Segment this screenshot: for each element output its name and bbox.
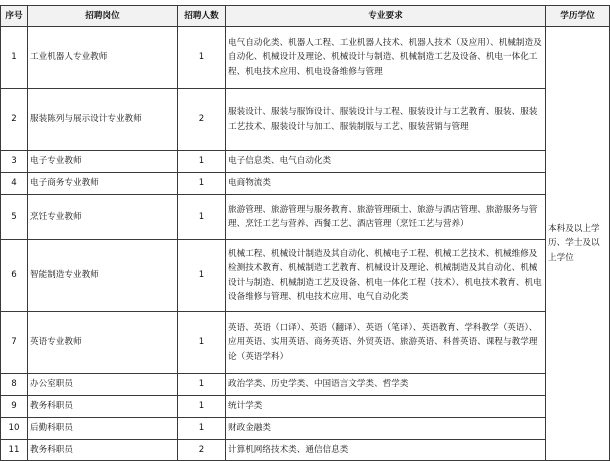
table-row <box>1 418 610 440</box>
row-count: 1 <box>178 151 226 173</box>
row-post: 电子专业教师 <box>28 151 178 173</box>
row-major: 服装设计、服装与服饰设计、服装设计与工程、服装设计与工艺教育、服装、服装工艺技术、服装设计与加工、服装制版与工艺、服装营销与管理 <box>226 89 546 151</box>
row-no: 4 <box>1 173 28 195</box>
row-no: 8 <box>1 374 28 396</box>
row-major: 旅游管理、旅游管理与服务教育、旅游管理硕士、旅游与酒店管理、旅游服务与管理、烹饪工艺与营养、西餐工艺、酒店管理（烹饪工艺与营养） <box>226 195 546 240</box>
row-no: 7 <box>1 312 28 374</box>
row-post: 后勤科职员 <box>28 418 178 440</box>
row-major: 电子信息类、电气自动化类 <box>226 151 546 173</box>
table-row <box>1 312 610 374</box>
row-major: 英语、英语（口译）、英语（翻译）、英语（笔译）、英语教育、学科教学（英语）、应用英语、实用英语、商务英语、外贸英语、旅游英语、科普英语、课程与教学理论（英语学科） <box>226 312 546 374</box>
row-count: 1 <box>178 396 226 418</box>
row-count: 2 <box>178 440 226 461</box>
row-post: 教务科职员 <box>28 440 178 461</box>
row-count: 1 <box>178 418 226 440</box>
header-row <box>1 6 610 27</box>
row-count: 1 <box>178 312 226 374</box>
table-row <box>1 27 610 89</box>
row-major: 电商物流类 <box>226 173 546 195</box>
row-major: 机械工程、机械设计制造及其自动化、机械电子工程、机械工艺技术、机械维修及检测技术教育、机械制造工艺教育、机械设计及理论、机械制造及其自动化、机械设计与制造、机械制造工艺及设备、机电一体化工程（技术）、机电技术教育、机电设备维修与管理、机电技术应用、电气自动化类 <box>226 240 546 312</box>
table-row <box>1 173 610 195</box>
row-major: 计算机网络技术类、通信信息类 <box>226 440 546 461</box>
education-requirement: 本科及以上学历、学士及以上学位 <box>546 27 610 461</box>
row-count: 1 <box>178 240 226 312</box>
row-no: 3 <box>1 151 28 173</box>
row-post: 智能制造专业教师 <box>28 240 178 312</box>
table-row <box>1 240 610 312</box>
header-no: 序号 <box>1 6 28 27</box>
table-row <box>1 396 610 418</box>
row-post: 电子商务专业教师 <box>28 173 178 195</box>
row-no: 2 <box>1 89 28 151</box>
table-row <box>1 440 610 461</box>
header-post: 招聘岗位 <box>28 6 178 27</box>
row-major: 政治学类、历史学类、中国语言文学类、哲学类 <box>226 374 546 396</box>
row-count: 1 <box>178 173 226 195</box>
table-row <box>1 195 610 240</box>
recruitment-table <box>0 5 610 461</box>
row-no: 6 <box>1 240 28 312</box>
row-no: 10 <box>1 418 28 440</box>
row-major: 财政金融类 <box>226 418 546 440</box>
row-count: 1 <box>178 27 226 89</box>
row-post: 工业机器人专业教师 <box>28 27 178 89</box>
row-post: 烹饪专业教师 <box>28 195 178 240</box>
table-row <box>1 89 610 151</box>
row-no: 11 <box>1 440 28 461</box>
header-education: 学历学位 <box>546 6 610 27</box>
row-count: 1 <box>178 195 226 240</box>
row-post: 办公室职员 <box>28 374 178 396</box>
row-count: 2 <box>178 89 226 151</box>
row-no: 5 <box>1 195 28 240</box>
row-post: 英语专业教师 <box>28 312 178 374</box>
table-row <box>1 374 610 396</box>
row-count: 1 <box>178 374 226 396</box>
row-major: 统计学类 <box>226 396 546 418</box>
header-count: 招聘人数 <box>178 6 226 27</box>
row-post: 教务科职员 <box>28 396 178 418</box>
row-major: 电气自动化类、机器人工程、工业机器人技术、机器人技术（及应用）、机械制造及自动化、机械设计及理论、机械设计与制造、机械制造工艺及设备、机电一体化工程、机电技术应用、机电设备维修与管理 <box>226 27 546 89</box>
row-no: 1 <box>1 27 28 89</box>
table-row <box>1 151 610 173</box>
row-no: 9 <box>1 396 28 418</box>
header-major: 专业要求 <box>226 6 546 27</box>
row-post: 服装陈列与展示设计专业教师 <box>28 89 178 151</box>
